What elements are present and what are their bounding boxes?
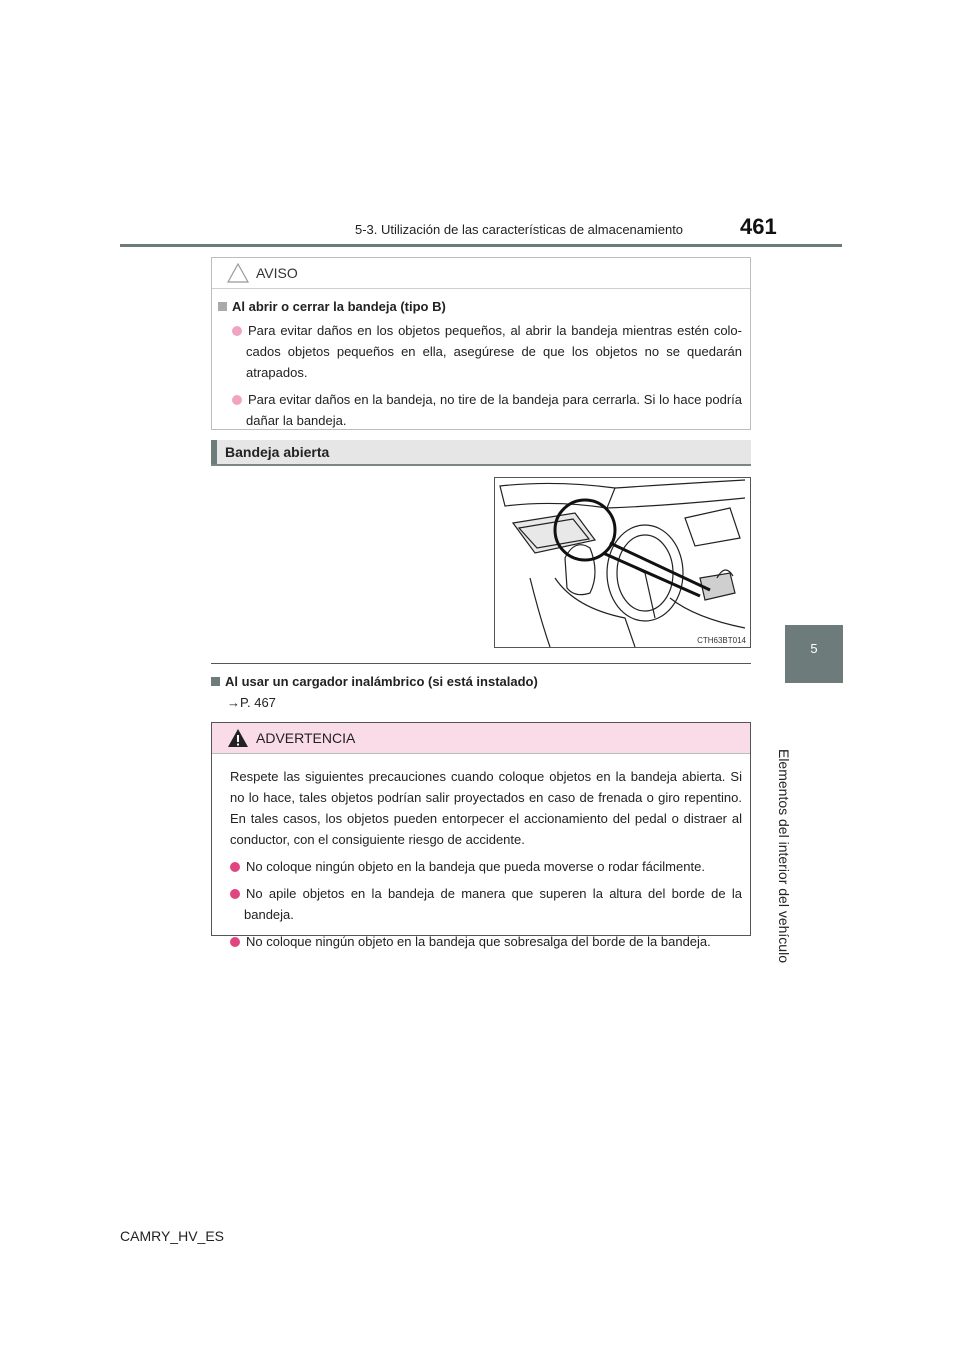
square-bullet-icon — [211, 677, 220, 686]
bullet-icon — [232, 395, 242, 405]
chapter-number: 5 — [810, 641, 818, 656]
wireless-title: Al usar un cargador inalámbrico (si está instalado) — [225, 674, 538, 689]
section-heading: 5-3. Utilización de las características de almacenamiento — [355, 222, 684, 237]
caution-icon — [227, 263, 249, 283]
aviso-item: Para evitar daños en los objetos pequeños, al abrir la bandeja mientras estén colo-cados objetos pequeños en ella, asegúrese de que los objetos no se quedarán atrapados. — [218, 320, 742, 383]
bullet-icon — [232, 326, 242, 336]
advertencia-label: ADVERTENCIA — [256, 730, 356, 746]
wireless-note — [211, 674, 751, 710]
section-title: Bandeja abierta — [225, 444, 330, 460]
aviso-title: Al abrir o cerrar la bandeja (tipo B) — [232, 299, 446, 314]
bullet-icon — [230, 862, 240, 872]
advertencia-item: No coloque ningún objeto en la bandeja que sobresalga del borde de la bandeja. — [230, 931, 742, 952]
tray-illustration — [494, 477, 751, 648]
square-bullet-icon — [218, 302, 227, 311]
header-divider — [120, 244, 842, 247]
warning-icon — [227, 728, 249, 748]
advertencia-item: No apile objetos en la bandeja de manera que superen la altura del borde de la bandeja. — [230, 883, 742, 925]
advertencia-intro: Respete las siguientes precauciones cuando coloque objetos en la bandeja abierta. Si no lo hace, tales objetos podrían salir proyectados en caso de frenada o giro repentino. En tales casos, los objetos pueden entorpecer el accionamiento del pedal o distraer al conductor, con el consiguiente riesgo de accidente. — [230, 769, 742, 847]
aviso-label: AVISO — [256, 265, 298, 281]
section-title-bar — [211, 440, 751, 466]
bullet-icon — [230, 937, 240, 947]
chapter-title: Elementos del interior del vehículo — [776, 748, 792, 963]
aviso-box — [211, 257, 751, 430]
aviso-title-row — [218, 299, 742, 314]
illustration-code: CTH63BT014 — [697, 636, 746, 645]
advertencia-header — [212, 723, 750, 754]
page-reference: →P. 467 — [227, 695, 276, 710]
section-accent — [211, 440, 217, 464]
divider — [211, 663, 751, 664]
advertencia-item: No coloque ningún objeto en la bandeja que pueda moverse o rodar fácilmente. — [230, 856, 742, 877]
page-number: 461 — [740, 214, 777, 239]
aviso-header — [212, 258, 750, 289]
advertencia-box — [211, 722, 751, 949]
car-interior-drawing — [495, 478, 750, 647]
aviso-item: Para evitar daños en la bandeja, no tire de la bandeja para cerrarla. Si lo hace podría dañar la bandeja. — [218, 389, 742, 431]
bullet-icon — [230, 889, 240, 899]
wireless-title-row — [211, 674, 751, 689]
model-code: CAMRY_HV_ES — [120, 1228, 225, 1244]
